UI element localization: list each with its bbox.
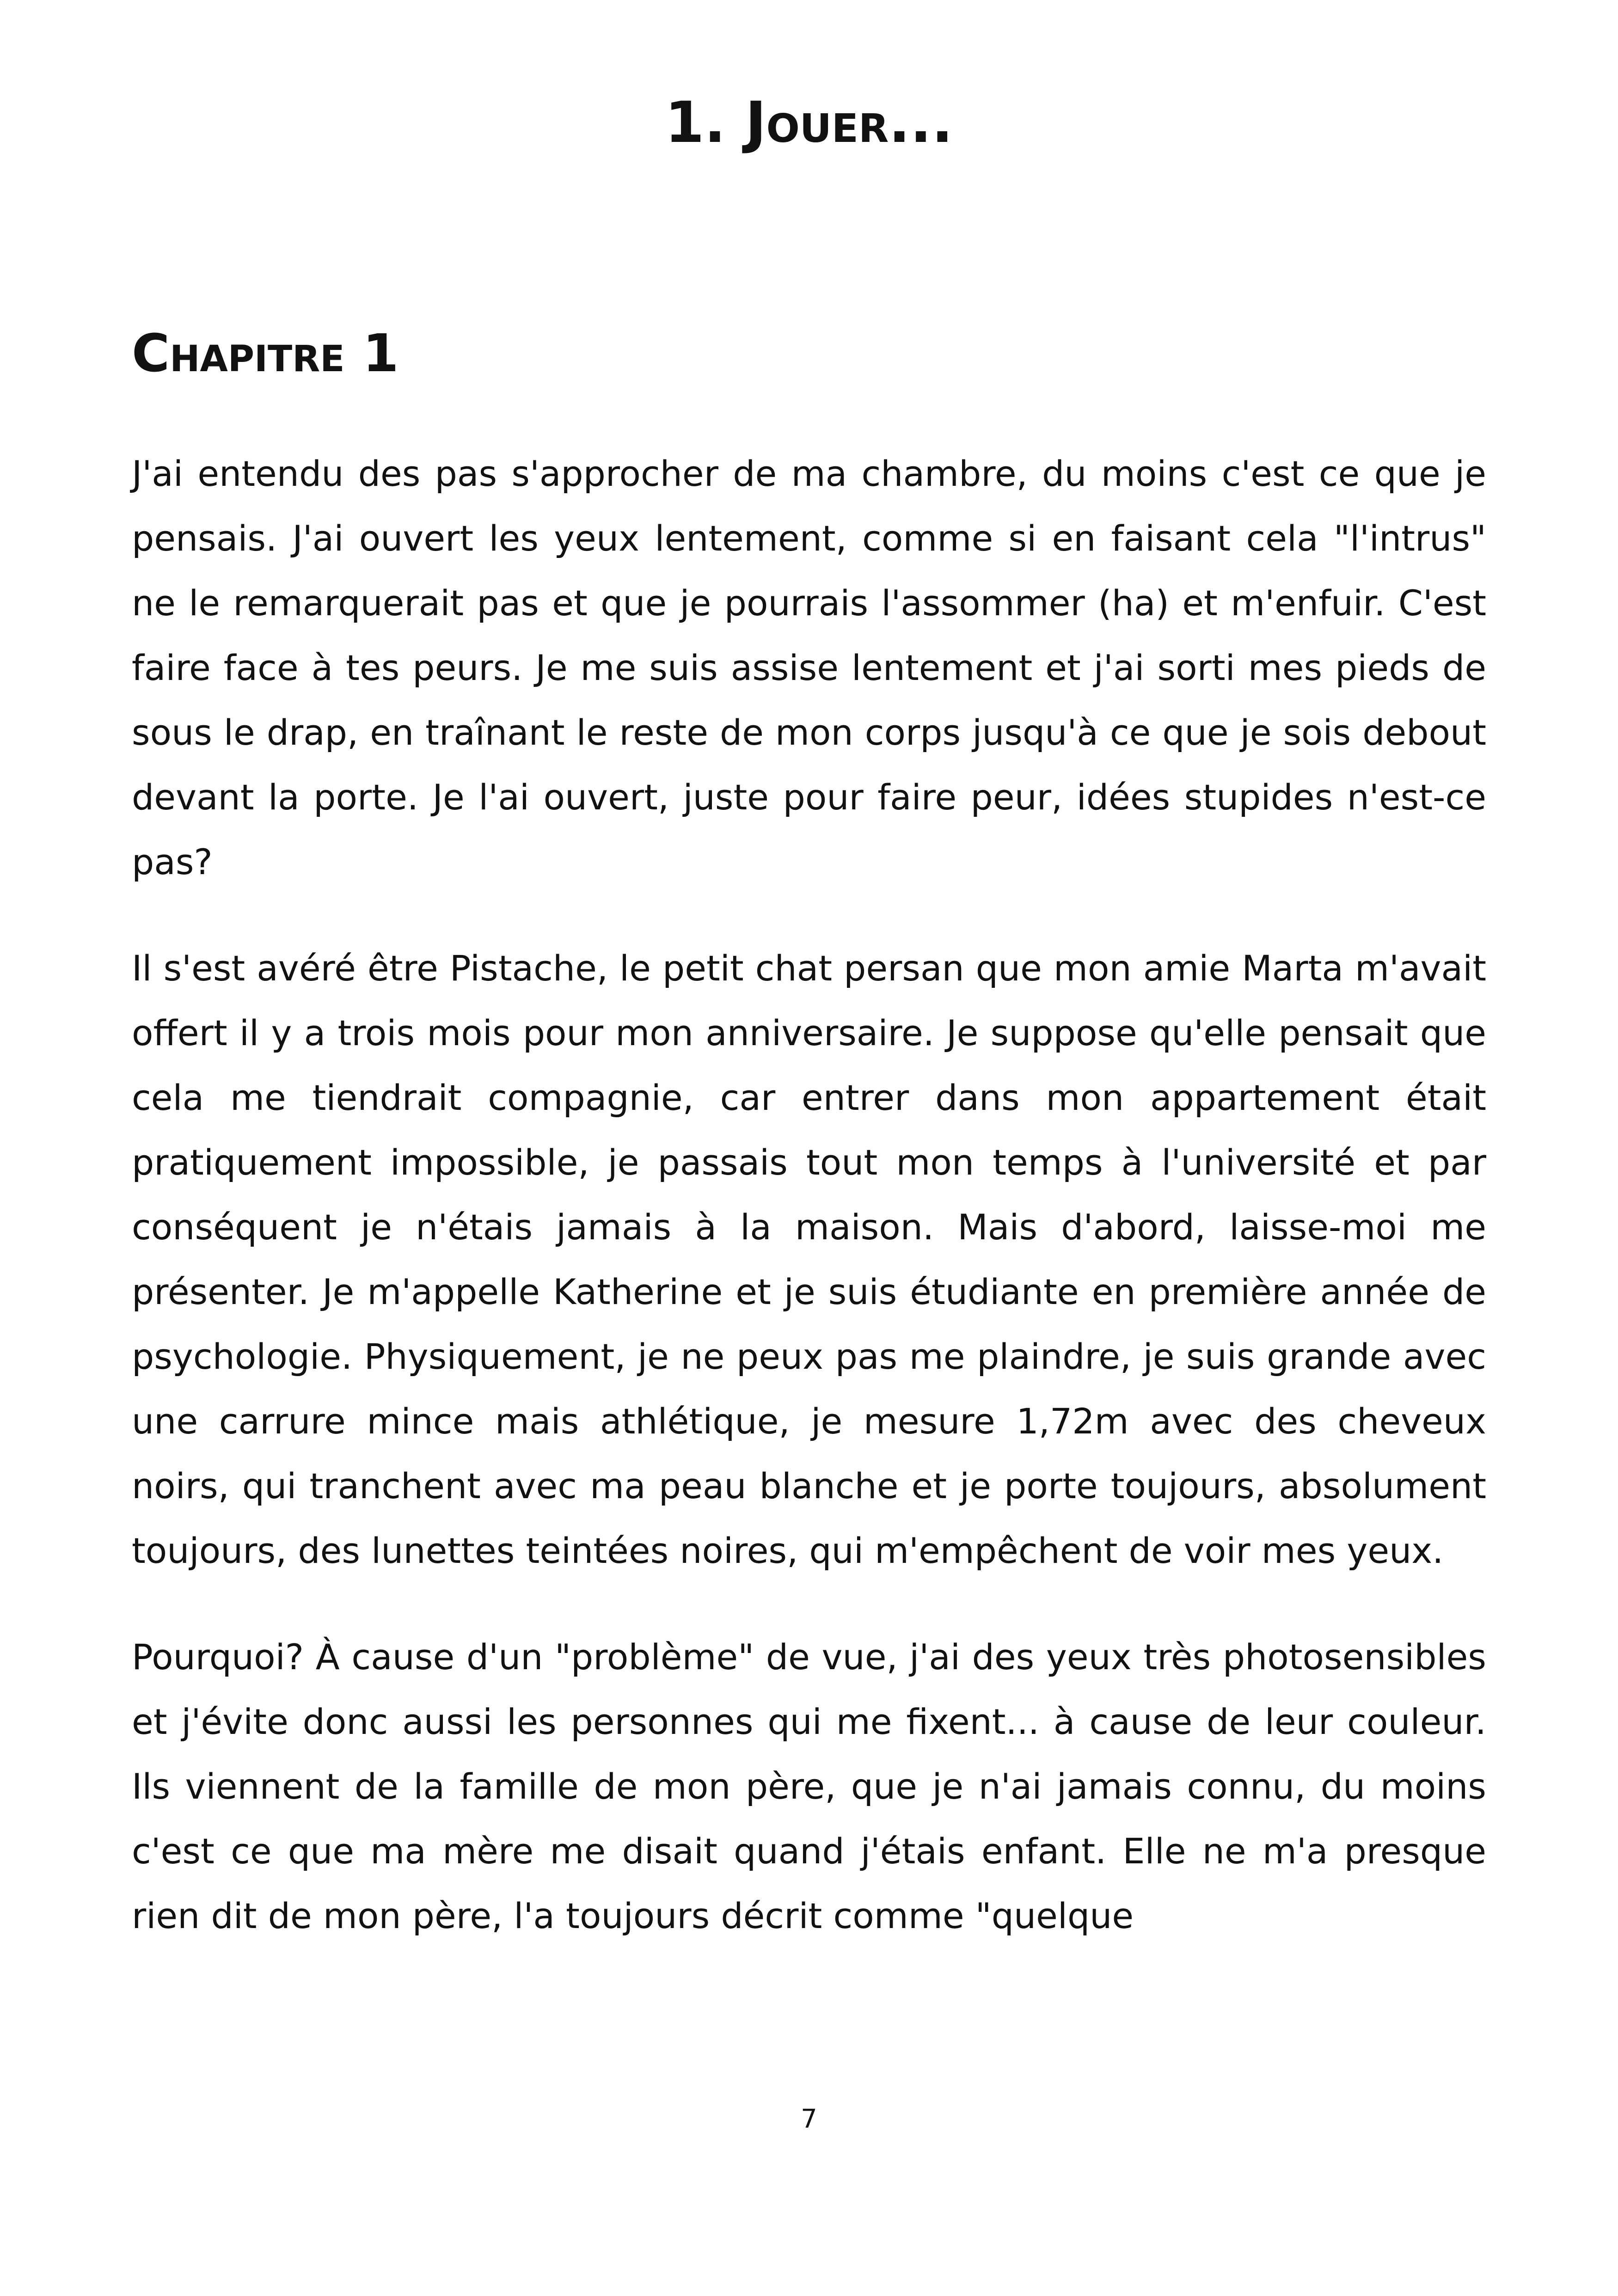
page-number: 7 (801, 2104, 817, 2134)
paragraph: J'ai entendu des pas s'approcher de ma chambre, du moins c'est ce que je pensais. J'ai ouvert les yeux lentement, comme si en faisant cela "l'intrus" ne le remarquerait pas et que je pourrais l'assommer (ha) et m'enfuir. C'est faire face à tes peurs. Je me suis assise lentement et j'ai sorti mes pieds de sous le drap, en traînant le reste de mon corps jusqu'à ce que je sois debout devant la porte. Je l'ai ouvert, juste pour faire peur, idées stupides n'est-ce pas? (132, 453, 1486, 882)
chapter-title: Chapitre 1 (132, 324, 399, 384)
paragraph: Il s'est avéré être Pistache, le petit chat persan que mon amie Marta m'avait offert il y a trois mois pour mon anniversaire. Je suppose qu'elle pensait que cela me tiendrait compagnie, car entrer dans mon appartement était pratiquement impossible, je passais tout mon temps à l'université et par conséquent je n'étais jamais à la maison. Mais d'abord, laisse-moi me présenter. Je m'appelle Katherine et je suis étudiante en première année de psychologie. Physiquement, je ne peux pas me plaindre, je suis grande avec une carrure mince mais athlétique, je mesure 1,72m avec des cheveux noirs, qui tranchent avec ma peau blanche et je porte toujours, absolument toujours, des lunettes teintées noires, qui m'empêchent de voir mes yeux. (132, 948, 1486, 1571)
paragraph: Pourquoi? À cause d'un "problème" de vue, j'ai des yeux très photosensibles et j'évite donc aussi les personnes qui me fixent... à cause de leur couleur. Ils viennent de la famille de mon père, que je n'ai jamais connu, du moins c'est ce que ma mère me disait quand j'étais enfant. Elle ne m'a presque rien dit de mon père, l'a toujours décrit comme "quelque (132, 1636, 1486, 1936)
body-text (132, 441, 1486, 1990)
part-title: 1. Jouer... (665, 90, 953, 155)
